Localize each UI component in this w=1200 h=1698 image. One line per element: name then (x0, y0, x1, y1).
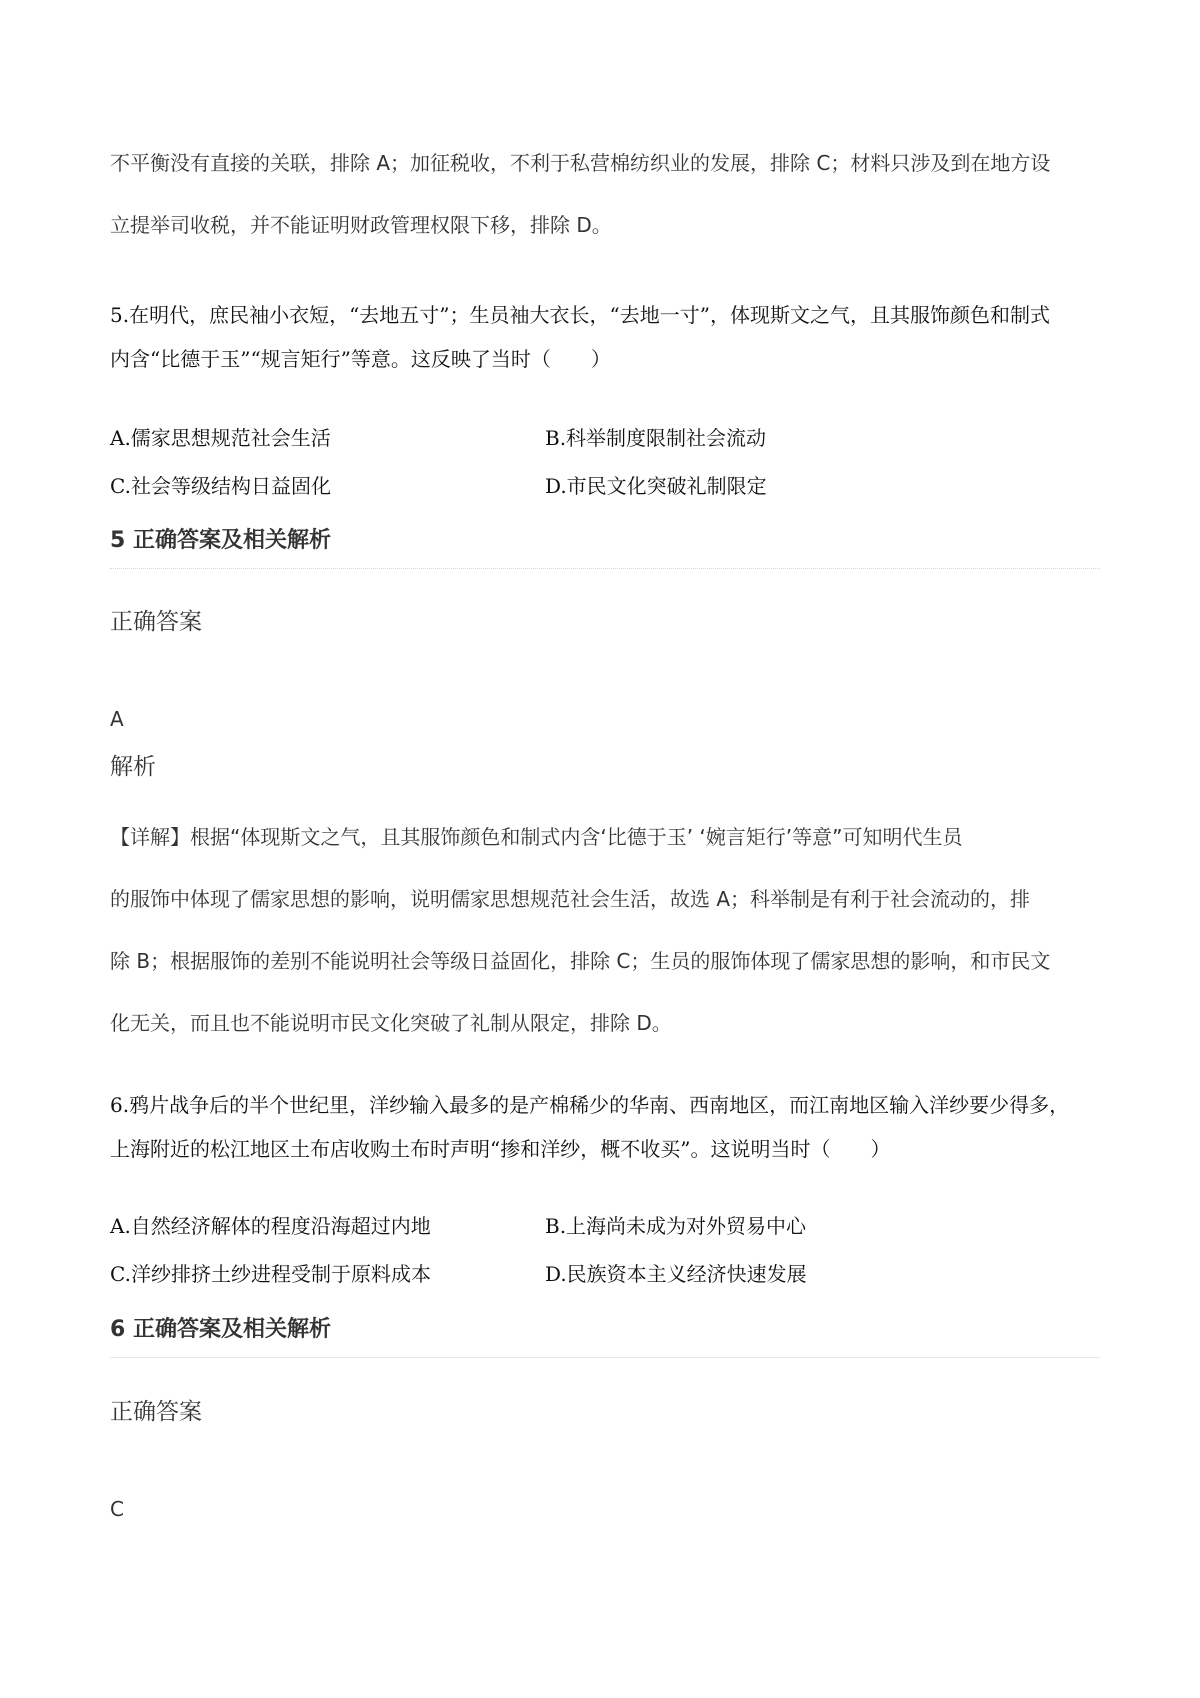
option-c: C.洋纱排挤土纱进程受制于原料成本 (110, 1262, 431, 1286)
analysis-line: 化无关，而且也不能说明市民文化突破了礼制从限定，排除 D。 (110, 1011, 672, 1035)
document-page (110, 0, 1100, 1698)
question-5-options (110, 414, 1100, 510)
answer-6-wrap (110, 1497, 1100, 1521)
explanation-line: 立提举司收税，并不能证明财政管理权限下移，排除 D。 (110, 213, 612, 237)
analysis-line: 的服饰中体现了儒家思想的影响，说明儒家思想规范社会生活，故选 A；科举制是有利于社会流动的，排 (110, 887, 1031, 911)
option-b: B.上海尚未成为对外贸易中心 (545, 1214, 807, 1238)
explanation-line: 不平衡没有直接的关联，排除 A；加征税收，不利于私营棉纺织业的发展，排除 C；材料只涉及到在地方设 (110, 151, 1051, 175)
analysis-5 (110, 806, 1100, 1054)
answer-label: 正确答案 (110, 1399, 202, 1425)
analysis-line: 除 B；根据服饰的差别不能说明社会等级日益固化，排除 C；生员的服饰体现了儒家思想的影响，和市民文 (110, 949, 1051, 973)
section-6-header (110, 1303, 1100, 1358)
option-b: B.科举制度限制社会流动 (545, 426, 767, 450)
section-divider (110, 1357, 1100, 1358)
question-5 (110, 293, 1100, 381)
section-divider (110, 568, 1100, 569)
analysis-label: 解析 (110, 754, 156, 780)
question-text-line: 5.在明代，庶民袖小衣短，“去地五寸”；生员袖大衣长，“去地一寸”，体现斯文之气，且其服饰颜色和制式 (110, 303, 1050, 327)
question-text-line: 内含“比德于玉”“规言矩行”等意。这反映了当时（ ） (110, 347, 611, 371)
section-title: 5 正确答案及相关解析 (110, 528, 331, 553)
analysis-line: 【详解】根据“体现斯文之气，且其服饰颜色和制式内含‘比德于玉’ ‘婉言矩行’等意”可知明代生员 (110, 825, 963, 849)
option-c: C.社会等级结构日益固化 (110, 474, 331, 498)
option-a: A.自然经济解体的程度沿海超过内地 (110, 1214, 431, 1238)
answer-5-wrap (110, 707, 1100, 731)
option-d: D.民族资本主义经济快速发展 (545, 1262, 807, 1286)
question-text-line: 6.鸦片战争后的半个世纪里，洋纱输入最多的是产棉稀少的华南、西南地区，而江南地区输入洋纱要少得多， (110, 1093, 1070, 1117)
section-5-header (110, 514, 1100, 569)
section-title: 6 正确答案及相关解析 (110, 1317, 331, 1342)
option-d: D.市民文化突破礼制限定 (545, 474, 767, 498)
question-text-line: 上海附近的松江地区土布店收购土布时声明“掺和洋纱，概不收买”。这说明当时（ ） (110, 1137, 891, 1161)
correct-answer: A (110, 707, 124, 731)
prev-explanation (110, 132, 1100, 256)
analysis-5-label-wrap (110, 748, 1100, 781)
question-6 (110, 1083, 1100, 1171)
answer-6-label-wrap (110, 1393, 1100, 1426)
correct-answer: C (110, 1497, 124, 1521)
answer-label: 正确答案 (110, 609, 202, 635)
option-a: A.儒家思想规范社会生活 (110, 426, 331, 450)
question-6-options (110, 1202, 1100, 1298)
answer-5-label-wrap (110, 603, 1100, 636)
